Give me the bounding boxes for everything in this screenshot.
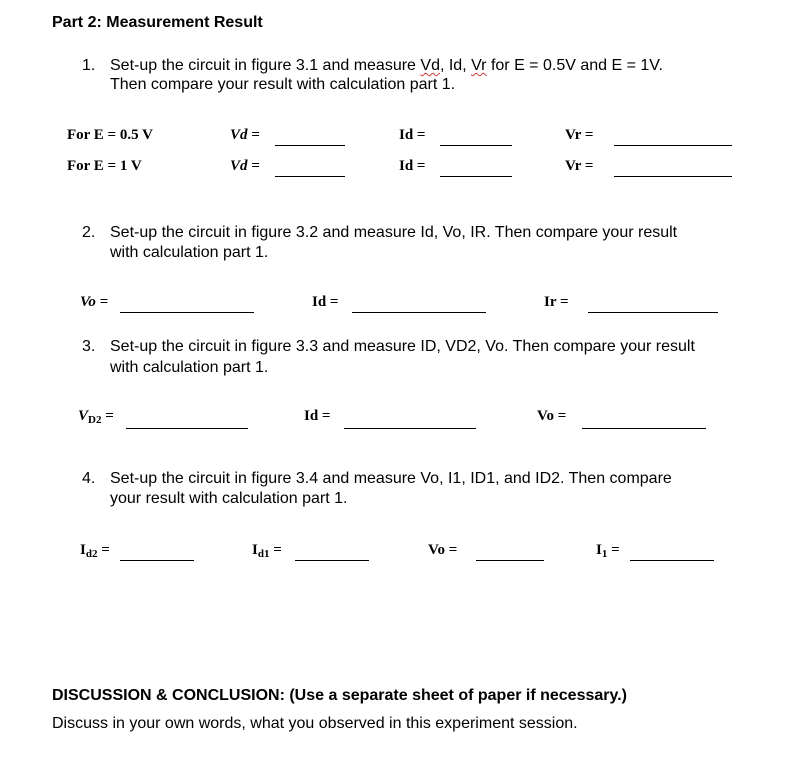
row2-label: For E = 1 V: [67, 158, 142, 174]
q2-vo-blank[interactable]: [120, 312, 254, 313]
q2-id-label: Id =: [312, 294, 339, 310]
q1-vd-word: Vd: [420, 57, 440, 74]
q3-vd2-main: V: [78, 408, 89, 424]
q1-text-c: for E = 0.5V and E = 1V.: [486, 57, 663, 74]
q4-id2-eq: =: [97, 542, 110, 558]
q1-vr-word: Vr: [471, 57, 487, 74]
row2-vd-blank[interactable]: [275, 176, 345, 177]
q4-id1-label: [252, 542, 282, 559]
discussion-heading: DISCUSSION & CONCLUSION: (Use a separate sheet of paper if necessary.): [52, 687, 627, 704]
q2-number: 2.: [82, 224, 96, 241]
q4-id1-eq: =: [269, 542, 282, 558]
q4-id1-sub: d1: [257, 548, 270, 560]
q1-text-b: , Id,: [439, 57, 472, 74]
row1-label: For E = 0.5 V: [67, 127, 153, 143]
q3-vd2-label: [78, 408, 114, 425]
q3-vd2-sub: D2: [88, 414, 102, 426]
q3-line2: with calculation part 1.: [110, 359, 269, 376]
q4-vo-label: Vo =: [428, 542, 458, 558]
discussion-prompt: Discuss in your own words, what you observed in this experiment session.: [52, 715, 578, 732]
q1-line1: [110, 56, 663, 76]
q4-i1-eq: =: [607, 542, 620, 558]
q2-line1: Set-up the circuit in figure 3.2 and measure Id, Vo, IR. Then compare your result: [110, 224, 678, 241]
q3-id-blank[interactable]: [344, 428, 476, 429]
q4-i1-label: [596, 542, 620, 559]
q2-ir-label: Ir =: [544, 294, 569, 310]
q4-vo-blank[interactable]: [476, 560, 544, 561]
q1-text-a: Set-up the circuit in figure 3.1 and measure: [110, 57, 421, 74]
q4-i1-main: I: [596, 542, 602, 558]
q3-line1: Set-up the circuit in figure 3.3 and measure ID, VD2, Vo. Then compare your result: [110, 338, 695, 355]
row2-id-blank[interactable]: [440, 176, 512, 177]
q4-id2-main: I: [80, 542, 86, 558]
q4-number: 4.: [82, 470, 96, 487]
part-title: Part 2: Measurement Result: [52, 14, 263, 31]
row1-vd-label: Vd =: [230, 127, 260, 143]
q3-vo-blank[interactable]: [582, 428, 706, 429]
row2-vd-label: Vd =: [230, 158, 260, 174]
q4-id1-main: I: [252, 542, 258, 558]
row1-id-blank[interactable]: [440, 145, 512, 146]
row1-vr-label: Vr =: [565, 127, 594, 143]
q4-id2-sub: d2: [85, 548, 98, 560]
q3-vo-label: Vo =: [537, 408, 567, 424]
q3-id-label: Id =: [304, 408, 331, 424]
q4-id2-blank[interactable]: [120, 560, 194, 561]
q2-vo-label: Vo =: [80, 294, 109, 310]
q4-i1-blank[interactable]: [630, 560, 714, 561]
q1-number: 1.: [82, 57, 96, 74]
row2-id-label: Id =: [399, 158, 426, 174]
q3-number: 3.: [82, 338, 96, 355]
row1-id-label: Id =: [399, 127, 426, 143]
q4-id1-blank[interactable]: [295, 560, 369, 561]
q3-vd2-eq: =: [101, 408, 114, 424]
row1-vr-blank[interactable]: [614, 145, 732, 146]
q1-line2: Then compare your result with calculation part 1.: [110, 76, 456, 93]
row1-vd-blank[interactable]: [275, 145, 345, 146]
q2-ir-blank[interactable]: [588, 312, 718, 313]
q4-line2: your result with calculation part 1.: [110, 490, 348, 507]
q3-vd2-blank[interactable]: [126, 428, 248, 429]
row2-vr-blank[interactable]: [614, 176, 732, 177]
q4-id2-label: [80, 542, 110, 559]
row2-vr-label: Vr =: [565, 158, 594, 174]
q2-line2: with calculation part 1.: [110, 244, 269, 261]
q2-id-blank[interactable]: [352, 312, 486, 313]
q4-i1-sub: 1: [601, 548, 608, 560]
q4-line1: Set-up the circuit in figure 3.4 and measure Vo, I1, ID1, and ID2. Then compare: [110, 470, 672, 487]
